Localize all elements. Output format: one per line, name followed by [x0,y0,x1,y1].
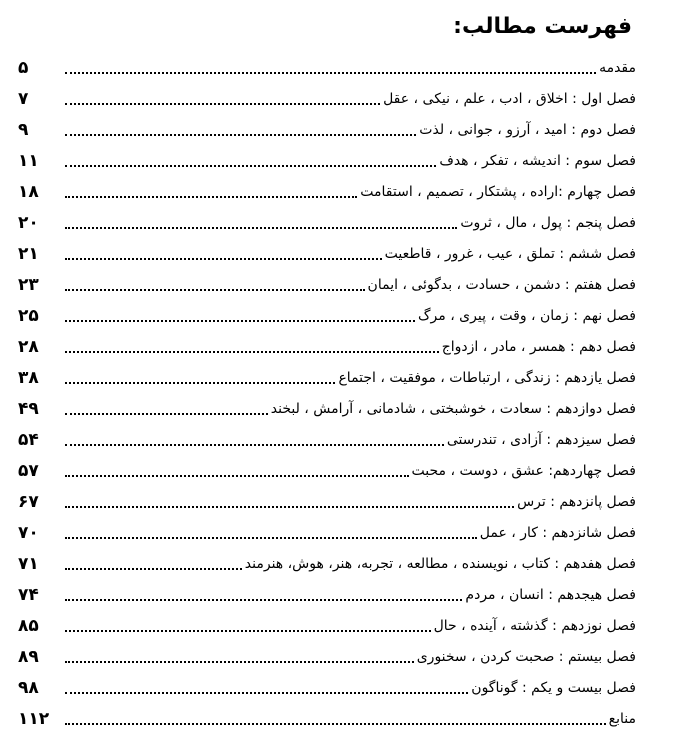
toc-list [18,52,636,730]
toc-page-number: ۷ [18,89,29,109]
dot-leader [65,289,365,291]
toc-page-number: ۷۴ [18,585,39,605]
toc-entry-label: مقدمه [599,60,636,76]
toc-page-number: ۲۱ [18,244,39,264]
toc-page-number: ۳۸ [18,368,39,388]
toc-page-number: ۸۵ [18,616,39,636]
dot-leader [65,692,468,694]
toc-entry [18,172,636,203]
toc-page-number: ۷۰ [18,523,39,543]
toc-entry [18,482,636,513]
dot-leader [65,134,416,136]
toc-page-number: ۲۰ [18,213,39,233]
toc-entry-label: فصل اول : اخلاق ، ادب ، علم ، نیکی ، عقل [383,91,636,107]
toc-page-number: ۵ [18,58,29,78]
toc-page-number: ۲۸ [18,337,39,357]
toc-entry-label: فصل سوم : اندیشه ، تفکر ، هدف [439,153,636,169]
dot-leader [65,568,242,570]
toc-entry-label: فصل نهم : زمان ، وقت ، پیری ، مرگ [418,308,636,324]
toc-entry-label: فصل یازدهم : زندگی ، ارتباطات ، موفقیت ، اجتماع [338,370,636,386]
toc-entry [18,699,636,730]
toc-entry [18,203,636,234]
dot-leader [65,723,606,725]
toc-entry [18,79,636,110]
toc-page-number: ۸۹ [18,647,39,667]
dot-leader [65,413,268,415]
dot-leader [65,475,409,477]
dot-leader [65,537,477,539]
toc-entry [18,606,636,637]
toc-entry-label: فصل بیست و یکم : گوناگون [471,680,636,696]
toc-page-number: ۲۵ [18,306,39,326]
toc-entry-label: فصل شانزدهم : کار ، عمل [479,525,636,541]
toc-page-number: ۵۴ [18,430,39,450]
toc-entry-label: فصل دوم : امید ، آرزو ، جوانی ، لذت [419,122,636,138]
toc-page-number: ۷۱ [18,554,39,574]
toc-entry [18,575,636,606]
toc-page-number: ۲۳ [18,275,39,295]
dot-leader [65,382,335,384]
toc-entry-label: فصل پنجم : پول ، مال ، ثروت [460,215,636,231]
dot-leader [65,444,444,446]
toc-entry-label: فصل بیستم : صحبت کردن ، سخنوری [416,649,636,665]
toc-page-number: ۵۷ [18,461,39,481]
dot-leader [65,320,415,322]
toc-entry [18,668,636,699]
toc-entry [18,265,636,296]
dot-leader [65,196,357,198]
dot-leader [65,258,382,260]
dot-leader [65,630,431,632]
toc-entry-label: فصل سیزدهم : آزادی ، تندرستی [446,432,636,448]
dot-leader [65,165,436,167]
toc-entry-label: فصل هفتم : دشمن ، حسادت ، بدگوئی ، ایمان [367,277,636,293]
toc-entry [18,141,636,172]
toc-entry-label: فصل نوزدهم : گذشته ، آینده ، حال [433,618,636,634]
dot-leader [65,72,596,74]
dot-leader [65,227,457,229]
dot-leader [65,599,462,601]
toc-entry-label: منابع [608,711,636,727]
toc-page-number: ۹ [18,120,29,140]
toc-entry-label: فصل چهارم :اراده ، پشتکار ، تصمیم ، استقامت [360,184,636,200]
toc-entry [18,52,636,79]
toc-page-number: ۱۱ [18,151,39,171]
toc-entry [18,327,636,358]
toc-entry-label: فصل دهم : همسر ، مادر ، ازدواج [441,339,636,355]
toc-entry-label: فصل هیجدهم : انسان ، مردم [465,587,636,603]
toc-entry [18,451,636,482]
toc-entry [18,637,636,668]
dot-leader [65,351,439,353]
dot-leader [65,103,380,105]
toc-entry [18,420,636,451]
toc-page-number: ۱۸ [18,182,39,202]
toc-page-number: ۱۱۲ [18,709,50,729]
toc-page-number: ۶۷ [18,492,39,512]
toc-title: فهرست مطالب: [453,14,632,39]
toc-entry [18,544,636,575]
toc-page-number: ۴۹ [18,399,39,419]
toc-entry-label: فصل دوازدهم : سعادت ، خوشبختی ، شادمانی ، آرامش ، لبخند [270,401,636,417]
toc-page-number: ۹۸ [18,678,39,698]
dot-leader [65,506,514,508]
toc-entry-label: فصل ششم : تملق ، عیب ، غرور ، قاطعیت [384,246,636,262]
toc-entry [18,234,636,265]
toc-entry [18,389,636,420]
toc-entry-label: فصل چهاردهم: عشق ، دوست ، محبت [411,463,636,479]
toc-entry-label: فصل هفدهم : کتاب ، نویسنده ، مطالعه ، تجربه، هنر، هوش، هنرمند [244,556,636,572]
toc-entry [18,296,636,327]
toc-entry-label: فصل پانزدهم : ترس [517,494,636,510]
dot-leader [65,661,414,663]
toc-entry [18,513,636,544]
toc-entry [18,358,636,389]
toc-entry [18,110,636,141]
